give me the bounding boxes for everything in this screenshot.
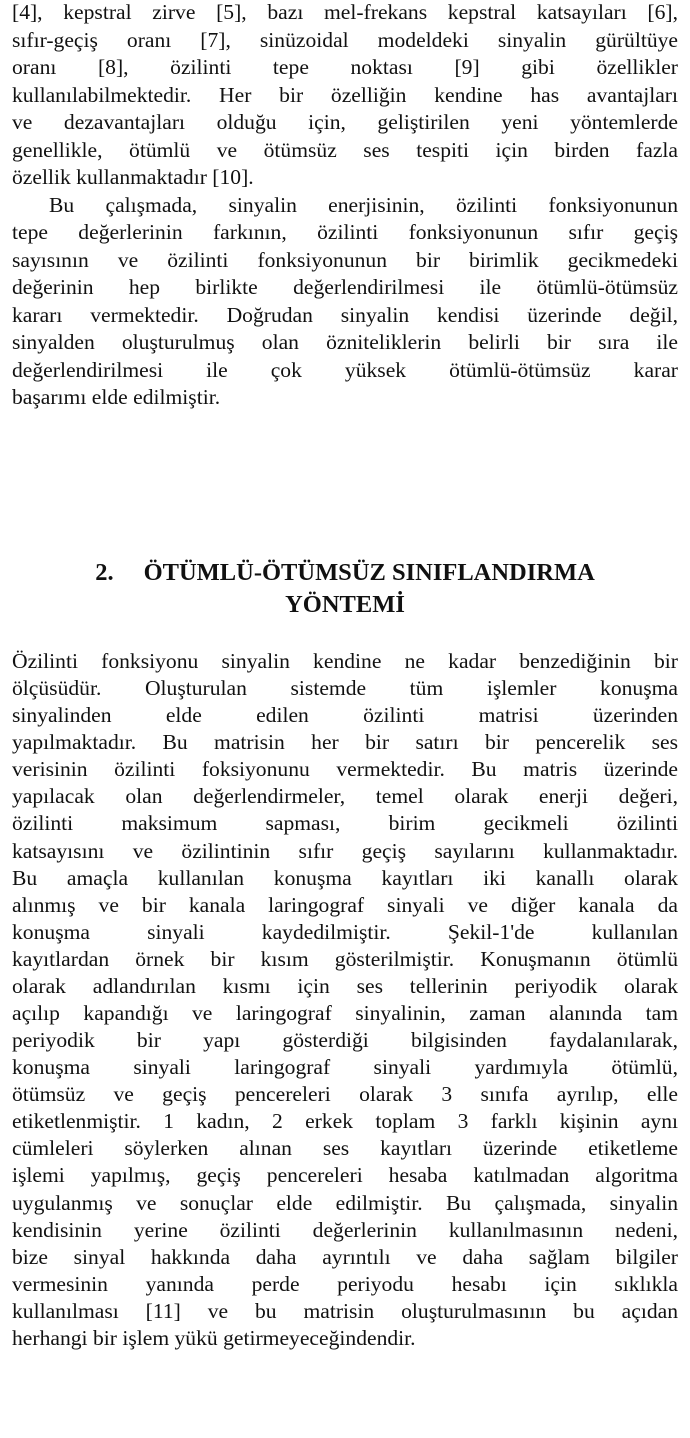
text-line: cümleleri söylerken alınan ses kayıtları üzerinde etiketleme (12, 1136, 678, 1161)
text-line: uygulanmış ve sonuçlar elde edilmiştir. Bu çalışmada, sinyalin (12, 1190, 678, 1215)
intro-text (12, 0, 678, 412)
text-line: Bu amaçla kullanılan konuşma kayıtları iki kanallı olarak (12, 865, 678, 890)
text-line: konuşma sinyali laringograf sinyali yardımıyla ötümlü, (12, 1055, 678, 1080)
text-line: sıfır-geçiş oranı [7], sinüzoidal modeldeki sinyalin gürültüye (12, 27, 678, 52)
text-line: değerlendirilmesi ile çok yüksek ötümlü-ötümsüz karar (12, 357, 678, 382)
text-line: değerinin hep birlikte değerlendirilmesi ile ötümlü-ötümsüz (12, 275, 678, 299)
section-heading-line1 (0, 557, 690, 589)
section-title-line2: YÖNTEMİ (285, 591, 405, 618)
text-line: Özilinti fonksiyonu sinyalin kendine ne kadar benzediğinin bir (12, 649, 678, 673)
text-line: işlemi yapılmış, geçiş pencereleri hesaba katılmadan algoritma (12, 1163, 678, 1188)
text-line: başarımı elde edilmiştir. (12, 385, 221, 409)
text-line: yapılacak olan değerlendirmeler, temel olarak enerji değeri, (12, 784, 678, 809)
text-line: periyodik bir yapı gösterdiği bilgisinden faydalanılarak, (12, 1028, 678, 1053)
text-line: kullanılabilmektedir. Her bir özelliğin kendine has avantajları (12, 82, 678, 107)
section-number: 2. (95, 559, 114, 586)
text-line: [4], kepstral zirve [5], bazı mel-frekans kepstral katsayıları [6], (12, 0, 678, 24)
paragraph (12, 192, 678, 412)
paragraph (12, 648, 678, 1352)
text-line: açılıp kapandığı ve laringograf sinyalinin, zaman alanında tam (12, 1001, 678, 1026)
text-line: özellik kullanmaktadır [10]. (12, 165, 254, 189)
text-line: kararı vermektedir. Doğrudan sinyalin kendisi üzerinde değil, (12, 302, 678, 327)
section-body (12, 648, 678, 1352)
text-line: ötümsüz ve geçiş pencereleri olarak 3 sınıfa ayrılıp, elle (12, 1082, 678, 1107)
text-line: ölçüsüdür. Oluşturulan sistemde tüm işlemler konuşma (12, 676, 678, 701)
text-line: vermesinin yanında perde periyodu hesabı için sıklıkla (12, 1271, 678, 1296)
text-line: olarak adlandırılan kısmı için ses tellerinin periyodik olarak (12, 973, 678, 998)
text-line: verisinin özilinti foksiyonunu vermektedir. Bu matris üzerinde (12, 757, 678, 782)
text-line: bize sinyal hakkında daha ayrıntılı ve daha sağlam bilgiler (12, 1244, 678, 1269)
text-line: kullanılması [11] ve bu matrisin oluşturulmasının bu açıdan (12, 1298, 678, 1323)
text-line: etiketlenmiştir. 1 kadın, 2 erkek toplam 3 farklı kişinin aynı (12, 1109, 678, 1134)
text-line: kendisinin yerine özilinti değerlerinin kullanılmasının nedeni, (12, 1217, 678, 1242)
text-line: genellikle, ötümlü ve ötümsüz ses tespiti için birden fazla (12, 137, 678, 162)
text-line: Bu çalışmada, sinyalin enerjisinin, özilinti fonksiyonunun (49, 192, 678, 217)
section-title-line1: ÖTÜMLÜ-ÖTÜMSÜZ SINIFLANDIRMA (143, 559, 595, 586)
text-line: kayıtlardan örnek bir kısım gösterilmiştir. Konuşmanın ötümlü (12, 946, 678, 971)
text-line: katsayısını ve özilintinin sıfır geçiş sayılarını kullanmaktadır. (12, 838, 678, 863)
text-line: sinyalinden elde edilen özilinti matrisi üzerinden (12, 703, 678, 728)
text-line: oranı [8], özilinti tepe noktası [9] gibi özellikler (12, 55, 678, 79)
text-line: tepe değerlerinin farkının, özilinti fonksiyonunun sıfır geçiş (12, 220, 678, 244)
text-line: özilinti maksimum sapması, birim gecikmeli özilinti (12, 811, 678, 836)
paragraph (12, 0, 678, 192)
text-line: ve dezavantajları olduğu için, geliştirilen yeni yöntemlerde (12, 110, 678, 134)
text-line: sayısının ve özilinti fonksiyonunun bir birimlik gecikmedeki (12, 247, 678, 272)
text-line: konuşma sinyali kaydedilmiştir. Şekil-1'de kullanılan (12, 919, 678, 944)
text-line: alınmış ve bir kanala laringograf sinyali ve diğer kanala da (12, 892, 678, 917)
text-line: yapılmaktadır. Bu matrisin her bir satırı bir pencerelik ses (12, 730, 678, 755)
text-line: herhangi bir işlem yükü getirmeyeceğindendir. (12, 1325, 416, 1350)
text-line: sinyalden oluşturulmuş olan özniteliklerin belirli bir sıra ile (12, 330, 678, 354)
section-heading (0, 557, 690, 621)
